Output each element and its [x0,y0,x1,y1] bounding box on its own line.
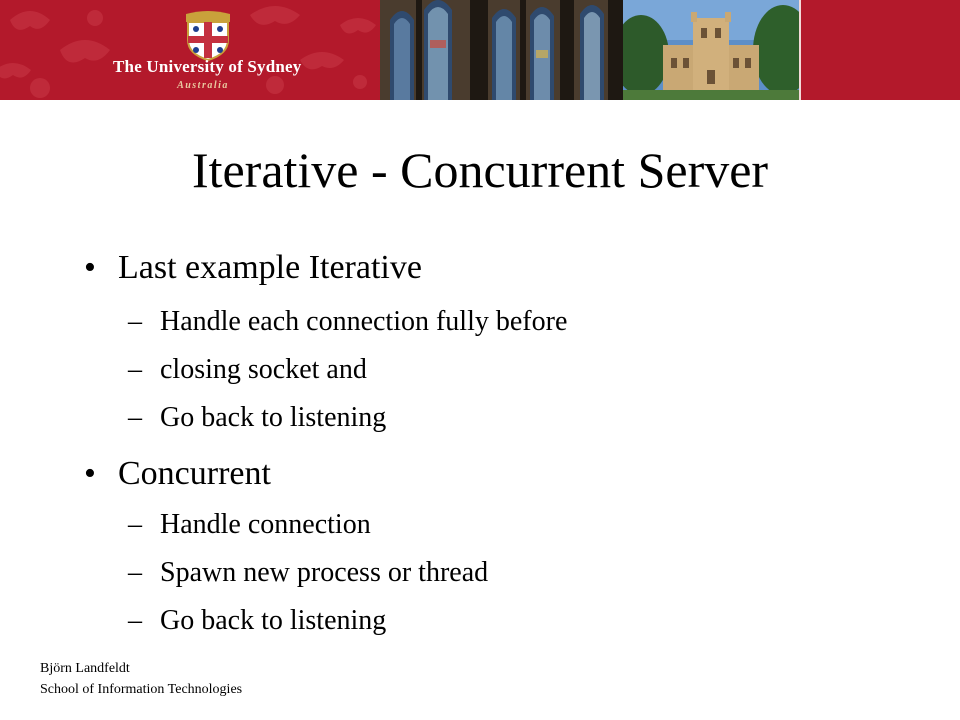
sub-item-text: Go back to listening [160,605,387,636]
slide-title: Iterative - Concurrent Server [191,142,769,198]
bullet-icon: • [84,249,96,286]
dash-icon: – [128,605,142,636]
sub-item [128,305,567,339]
dash-icon: – [128,306,142,337]
sub-item-text: Go back to listening [160,402,387,433]
sub-item [128,353,367,387]
sub-item-text: Spawn new process or thread [160,557,489,588]
sub-item-text: Handle connection [160,509,371,540]
dash-icon: – [128,354,142,385]
bullet-text: Concurrent [118,455,271,492]
sub-item-text: Handle each connection fully before [160,306,568,337]
bullet-icon: • [84,455,96,492]
footer-author: Björn Landfeldt [40,661,130,676]
bullet-text: Last example Iterative [118,249,422,286]
sub-item-text: closing socket and [160,354,367,385]
university-name: The University of Sydney [113,57,302,76]
bullet-item [84,454,271,494]
dash-icon: – [128,557,142,588]
sub-item [128,556,488,590]
sub-item [128,401,386,435]
sub-item [128,508,371,542]
dash-icon: – [128,509,142,540]
dash-icon: – [128,402,142,433]
footer-school: School of Information Technologies [40,682,243,697]
footer [40,658,242,700]
sub-item [128,604,386,638]
bullet-item [84,248,422,288]
university-country: Australia [177,80,229,91]
